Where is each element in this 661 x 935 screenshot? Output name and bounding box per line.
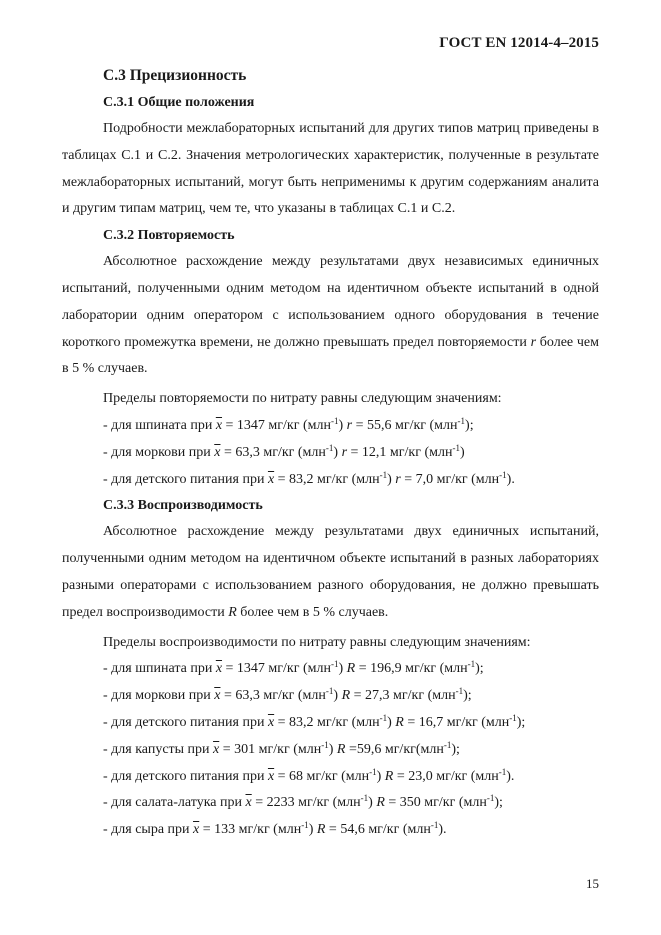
mean-symbol: $\overline{x}$ xyxy=(214,688,221,704)
limit-symbol: r xyxy=(395,471,401,487)
exponent: -1 xyxy=(467,659,476,670)
mean-value: = 133 мг/кг (млн xyxy=(199,822,302,838)
limit-symbol: R xyxy=(336,741,346,757)
exponent: -1 xyxy=(325,442,334,453)
repeatability-symbol: r xyxy=(530,334,537,350)
page-number: 15 xyxy=(586,876,599,891)
limit-value: = 23,0 мг/кг (млн xyxy=(393,768,499,784)
reproducibility-text-end: более чем в 5 % случаев. xyxy=(236,604,389,620)
list-item xyxy=(62,656,599,683)
list-item xyxy=(62,817,599,844)
page-content xyxy=(62,62,599,844)
item-end: ); xyxy=(465,417,474,433)
mean-symbol: $\overline{x}$ xyxy=(267,768,275,784)
separator: ) xyxy=(338,417,347,433)
repeatability-intro: Пределы повторяемости по нитрату равны следующим значениям: xyxy=(103,391,502,407)
exponent: -1 xyxy=(443,739,452,750)
mean-symbol: $\overline{x}$ xyxy=(267,714,275,730)
limit-symbol: r xyxy=(341,444,348,460)
exponent: -1 xyxy=(457,415,466,426)
exponent: -1 xyxy=(301,820,309,831)
exponent: -1 xyxy=(486,793,495,804)
general-paragraph: Подробности межлабораторных испытаний для других типов матриц приведены в таблицах С.1 и С.2. Значения метрологических характеристик, полученные в результате межлабораторных испытаний, могут быть неприменимы к другим содержаниям аналита и другим типам матриц, чем те, что указаны в таблицах С.1 и С.2. xyxy=(62,121,599,217)
item-prefix: - для моркови при xyxy=(103,688,215,704)
reproducibility-paragraph xyxy=(62,519,599,626)
exponent: -1 xyxy=(379,712,388,723)
mean-value: = 1347 мг/кг (млн xyxy=(222,417,331,433)
mean-symbol: $\overline{x}$ xyxy=(245,795,252,811)
separator: ) xyxy=(387,471,396,487)
limit-value: = 12,1 мг/кг (млн xyxy=(347,444,453,460)
mean-symbol: $\overline{x}$ xyxy=(215,417,223,433)
separator: ) xyxy=(338,661,347,677)
mean-symbol: $\overline{x}$ xyxy=(215,661,223,677)
separator: ) xyxy=(368,795,377,811)
item-prefix: - для салата-латука при xyxy=(103,795,246,811)
repeatability-list xyxy=(62,413,599,493)
list-item xyxy=(62,764,599,791)
limit-symbol: R xyxy=(395,714,404,730)
limit-symbol: R xyxy=(316,822,326,838)
limit-value: = 54,6 мг/кг (млн xyxy=(325,822,431,838)
item-prefix: - для моркови при xyxy=(103,444,215,460)
mean-value: = 83,2 мг/кг (млн xyxy=(274,714,380,730)
item-end: ); xyxy=(463,688,472,704)
reproducibility-text: Абсолютное расхождение между результатами двух единичных испытаний, полученными одним методом на идентичном объекте испытаний в разных лабораториях разными операторами с использованием разного оборудования, не должно превышать предел воспроизводимости xyxy=(62,524,599,620)
subsection-repeatability-title: С.3.2 Повторяемость xyxy=(103,228,235,244)
subsection-reproducibility-title: С.3.3 Воспроизводимость xyxy=(103,498,263,514)
limit-symbol: R xyxy=(346,661,356,677)
item-prefix: - для детского питания при xyxy=(103,768,268,784)
limit-symbol: r xyxy=(346,417,353,433)
list-item xyxy=(62,413,599,440)
item-end: ). xyxy=(506,471,515,487)
limit-symbol: R xyxy=(376,795,385,811)
item-prefix: - для детского питания при xyxy=(103,714,268,730)
repeatability-text-end: более чем в 5 % случаев. xyxy=(62,334,599,377)
item-end: ). xyxy=(506,768,515,784)
limit-value: =59,6 мг/кг(млн xyxy=(345,741,444,757)
separator: ) xyxy=(333,688,342,704)
mean-symbol: $\overline{x}$ xyxy=(267,471,275,487)
mean-value: = 63,3 мг/кг (млн xyxy=(220,688,326,704)
exponent: -1 xyxy=(509,712,517,723)
exponent: -1 xyxy=(430,820,439,831)
separator: ) xyxy=(333,444,342,460)
list-item xyxy=(62,710,599,737)
mean-value: = 83,2 мг/кг (млн xyxy=(274,471,380,487)
list-item xyxy=(62,790,599,817)
reproducibility-list xyxy=(62,656,599,844)
exponent: -1 xyxy=(330,659,339,670)
mean-value: = 1347 мг/кг (млн xyxy=(222,661,331,677)
item-prefix: - для шпината при xyxy=(103,417,216,433)
exponent: -1 xyxy=(455,686,464,697)
separator: ) xyxy=(387,714,396,730)
limit-value: = 7,0 мг/кг (млн xyxy=(400,471,500,487)
mean-symbol: $\overline{x}$ xyxy=(214,444,221,460)
limit-value: = 196,9 мг/кг (млн xyxy=(355,661,468,677)
item-prefix: - для сыра при xyxy=(103,822,194,838)
list-item xyxy=(62,737,599,764)
exponent: -1 xyxy=(369,766,377,777)
exponent: -1 xyxy=(379,469,388,480)
separator: ) xyxy=(376,768,385,784)
item-end: ); xyxy=(451,741,460,757)
exponent: -1 xyxy=(452,442,460,453)
limit-value: = 16,7 мг/кг (млн xyxy=(403,714,510,730)
mean-value: = 63,3 мг/кг (млн xyxy=(220,444,326,460)
limit-symbol: R xyxy=(384,768,394,784)
limit-value: = 55,6 мг/кг (млн xyxy=(352,417,458,433)
list-item xyxy=(62,683,599,710)
mean-value: = 68 мг/кг (млн xyxy=(274,768,370,784)
limit-value: = 27,3 мг/кг (млн xyxy=(350,688,456,704)
item-end: ); xyxy=(475,661,484,677)
exponent: -1 xyxy=(325,686,334,697)
section-title: С.3 Прецизионность xyxy=(103,67,247,84)
exponent: -1 xyxy=(499,469,507,480)
item-end: ) xyxy=(459,444,465,460)
list-item xyxy=(62,467,599,494)
exponent: -1 xyxy=(330,415,339,426)
item-end: ); xyxy=(516,714,526,730)
mean-symbol: $\overline{x}$ xyxy=(193,822,200,838)
mean-value: = 2233 мг/кг (млн xyxy=(251,795,361,811)
reproducibility-symbol: R xyxy=(228,604,237,620)
item-prefix: - для шпината при xyxy=(103,661,216,677)
repeatability-paragraph xyxy=(62,249,599,383)
item-end: ). xyxy=(438,822,447,838)
repeatability-text: Абсолютное расхождение между результатами двух независимых единичных испытаний, полученными одним методом на идентичном объекте испытаний в одной лаборатории одним оператором с использованием одного оборудования в течение короткого промежутка времени, не должно превышать предел повторяемости xyxy=(62,254,599,350)
document-header: ГОСТ EN 12014-4–2015 xyxy=(439,35,599,51)
reproducibility-intro: Пределы воспроизводимости по нитрату равны следующим значениям: xyxy=(103,634,531,650)
limit-symbol: R xyxy=(341,688,351,704)
mean-value: = 301 мг/кг (млн xyxy=(219,741,322,757)
separator: ) xyxy=(328,741,337,757)
exponent: -1 xyxy=(498,766,507,777)
list-item xyxy=(62,440,599,467)
separator: ) xyxy=(308,822,317,838)
exponent: -1 xyxy=(321,739,329,750)
mean-symbol: $\overline{x}$ xyxy=(213,741,220,757)
item-end: ); xyxy=(494,795,503,811)
subsection-general-title: С.3.1 Общие положения xyxy=(103,95,255,110)
item-prefix: - для капусты при xyxy=(103,741,214,757)
limit-value: = 350 мг/кг (млн xyxy=(384,795,487,811)
item-prefix: - для детского питания при xyxy=(103,471,268,487)
exponent: -1 xyxy=(360,793,369,804)
